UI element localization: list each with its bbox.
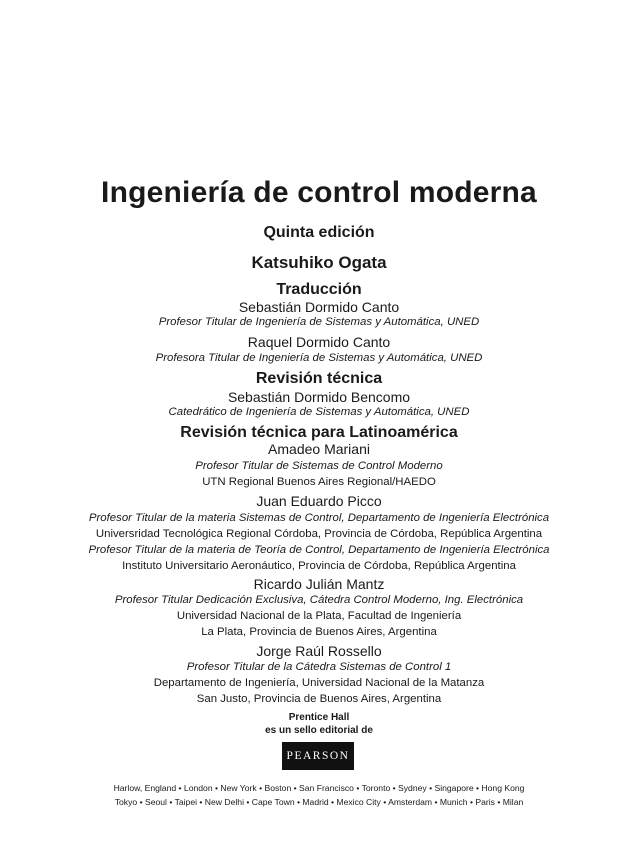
reviewer-institution: Universidad Nacional de la Plata, Facultad de Ingeniería xyxy=(176,610,462,622)
translator-name: Sebastián Dormido Canto xyxy=(238,299,400,315)
reviewer-name: Ricardo Julián Mantz xyxy=(253,576,385,592)
reviewer-name: Amadeo Mariani xyxy=(268,441,370,457)
edition: Quinta edición xyxy=(263,224,375,241)
reviewer-name: Juan Eduardo Picco xyxy=(256,493,382,509)
reviewer-institution: Universridad Tecnológica Regional Córdoba, Provincia de Córdoba, República Argentina xyxy=(95,528,543,540)
translator-affiliation: Profesora Titular de Ingeniería de Sistemas y Automática, UNED xyxy=(155,352,483,364)
latam-review-heading: Revisión técnica para Latinoamérica xyxy=(180,424,458,441)
imprint-name: Prentice Hall xyxy=(288,712,350,723)
translator-affiliation: Profesor Titular de Ingeniería de Sistemas y Automática, UNED xyxy=(158,316,480,328)
translation-heading: Traducción xyxy=(276,281,362,298)
publisher-cities: Tokyo • Seoul • Taipei • New Delhi • Cape Town • Madrid • Mexico City • Amsterdam • Munich • Paris • Milan xyxy=(114,797,524,807)
publisher-cities: Harlow, England • London • New York • Boston • San Francisco • Toronto • Sydney • Singapore • Hong Kong xyxy=(113,783,525,793)
reviewer-institution: Instituto Universitario Aeronáutico, Provincia de Córdoba, República Argentina xyxy=(122,560,516,572)
reviewer-affiliation: Profesor Titular de Sistemas de Control Moderno xyxy=(195,460,443,472)
reviewer-institution: UTN Regional Buenos Aires Regional/HAEDO xyxy=(202,476,436,488)
reviewer-affiliation: Profesor Titular Dedicación Exclusiva, Cátedra Control Moderno, Ing. Electrónica xyxy=(114,594,524,606)
reviewer-affiliation: Profesor Titular de la Cátedra Sistemas de Control 1 xyxy=(186,661,452,673)
pearson-logo xyxy=(282,742,354,770)
author: Katsuhiko Ogata xyxy=(251,253,387,272)
reviewer-institution: La Plata, Provincia de Buenos Aires, Argentina xyxy=(201,626,437,638)
reviewer-affiliation: Profesor Titular de la materia de Teoría de Control, Departamento de Ingeniería Electrónica xyxy=(88,544,550,556)
reviewer-institution: Departamento de Ingeniería, Universidad Nacional de la Matanza xyxy=(153,677,485,689)
pearson-logo-text: PEARSON xyxy=(286,750,350,762)
reviewer-affiliation: Profesor Titular de la materia Sistemas de Control, Departamento de Ingeniería Electrónica xyxy=(88,512,550,524)
reviewer-name: Sebastián Dormido Bencomo xyxy=(227,389,411,405)
reviewer-name: Jorge Raúl Rossello xyxy=(256,643,382,659)
book-title: Ingeniería de control moderna xyxy=(101,176,537,209)
reviewer-institution: San Justo, Provincia de Buenos Aires, Argentina xyxy=(196,693,442,705)
imprint-note: es un sello editorial de xyxy=(265,725,373,736)
reviewer-affiliation: Catedrático de Ingeniería de Sistemas y Automática, UNED xyxy=(168,406,470,418)
technical-review-heading: Revisión técnica xyxy=(255,370,383,387)
translator-name: Raquel Dormido Canto xyxy=(247,334,391,350)
